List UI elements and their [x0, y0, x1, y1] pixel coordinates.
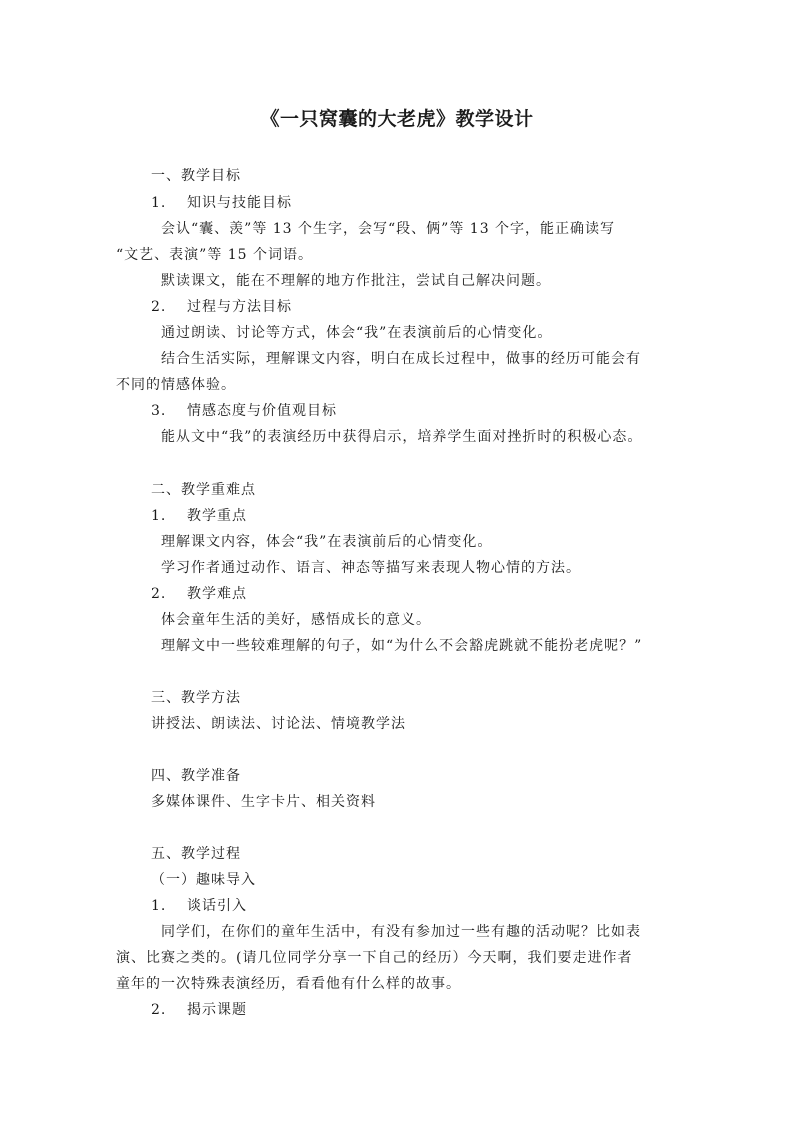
item-number: 1.: [151, 898, 167, 914]
paragraph-line: 结合生活实际，理解课文内容，明白在成长过程中，做事的经历可能会有: [161, 351, 641, 367]
item-number: 2.: [151, 1002, 167, 1018]
paragraph-line: 默读课文，能在不理解的地方作批注，尝试自己解决问题。: [161, 273, 551, 289]
paragraph-line: 能从文中“我”的表演经历中获得启示，培养学生面对挫折时的积极心态。: [161, 429, 643, 445]
section-heading-preparation: 四、教学准备: [151, 768, 241, 784]
item-label: 谈话引入: [187, 898, 247, 914]
paragraph-line: 通过朗读、讨论等方式，体会“我”在表演前后的心情变化。: [161, 325, 553, 341]
list-item: [151, 506, 247, 526]
item-label: 情感态度与价值观目标: [187, 403, 337, 419]
paragraph-line: 理解文中一些较难理解的句子，如“为什么不会豁虎跳就不能扮老虎呢？”: [161, 638, 643, 654]
paragraph-line: 学习作者通过动作、语言、神态等描写来表现人物心情的方法。: [161, 560, 581, 576]
list-item: [151, 193, 292, 213]
paragraph-line: 童年的一次特殊表演经历，看看他有什么样的故事。: [116, 976, 461, 992]
item-label: 教学难点: [187, 586, 247, 602]
paragraph-line: “文艺、表演”等 15 个词语。: [116, 247, 314, 263]
item-number: 2.: [151, 299, 167, 315]
paragraph-line: 不同的情感体验。: [116, 377, 236, 393]
paragraph-line: 讲授法、朗读法、讨论法、情境教学法: [151, 716, 406, 732]
list-item: [151, 896, 247, 916]
item-number: 1.: [151, 195, 167, 211]
item-label: 过程与方法目标: [187, 299, 292, 315]
list-item: [151, 1000, 247, 1020]
paragraph-line: 会认“囊、羡”等 13 个生字，会写“段、俩”等 13 个字，能正确读写: [161, 221, 616, 237]
list-item: [151, 297, 292, 317]
document-title: 《一只窝囊的大老虎》教学设计: [260, 108, 534, 130]
item-number: 3.: [151, 403, 167, 419]
paragraph-line: 同学们，在你们的童年生活中，有没有参加过一些有趣的活动呢？比如表: [161, 924, 641, 940]
item-number: 2.: [151, 586, 167, 602]
list-item: [151, 401, 337, 421]
paragraph-line: 理解课文内容，体会“我”在表演前后的心情变化。: [161, 534, 493, 550]
section-heading-process: 五、教学过程: [151, 846, 241, 862]
item-label: 教学重点: [187, 508, 247, 524]
section-heading-methods: 三、教学方法: [151, 690, 241, 706]
paragraph-line: 体会童年生活的美好，感悟成长的意义。: [161, 612, 431, 628]
list-item: [151, 584, 247, 604]
section-heading-key-points: 二、教学重难点: [151, 482, 256, 498]
item-number: 1.: [151, 508, 167, 524]
paragraph-line: 多媒体课件、生字卡片、相关资料: [151, 794, 376, 810]
paragraph-line: 演、比赛之类的。(请几位同学分享一下自己的经历）今天啊，我们要走进作者: [116, 950, 633, 966]
item-label: 揭示课题: [187, 1002, 247, 1018]
subsection-heading: （一）趣味导入: [151, 872, 256, 888]
section-heading-objectives: 一、教学目标: [151, 168, 241, 184]
item-label: 知识与技能目标: [187, 195, 292, 211]
